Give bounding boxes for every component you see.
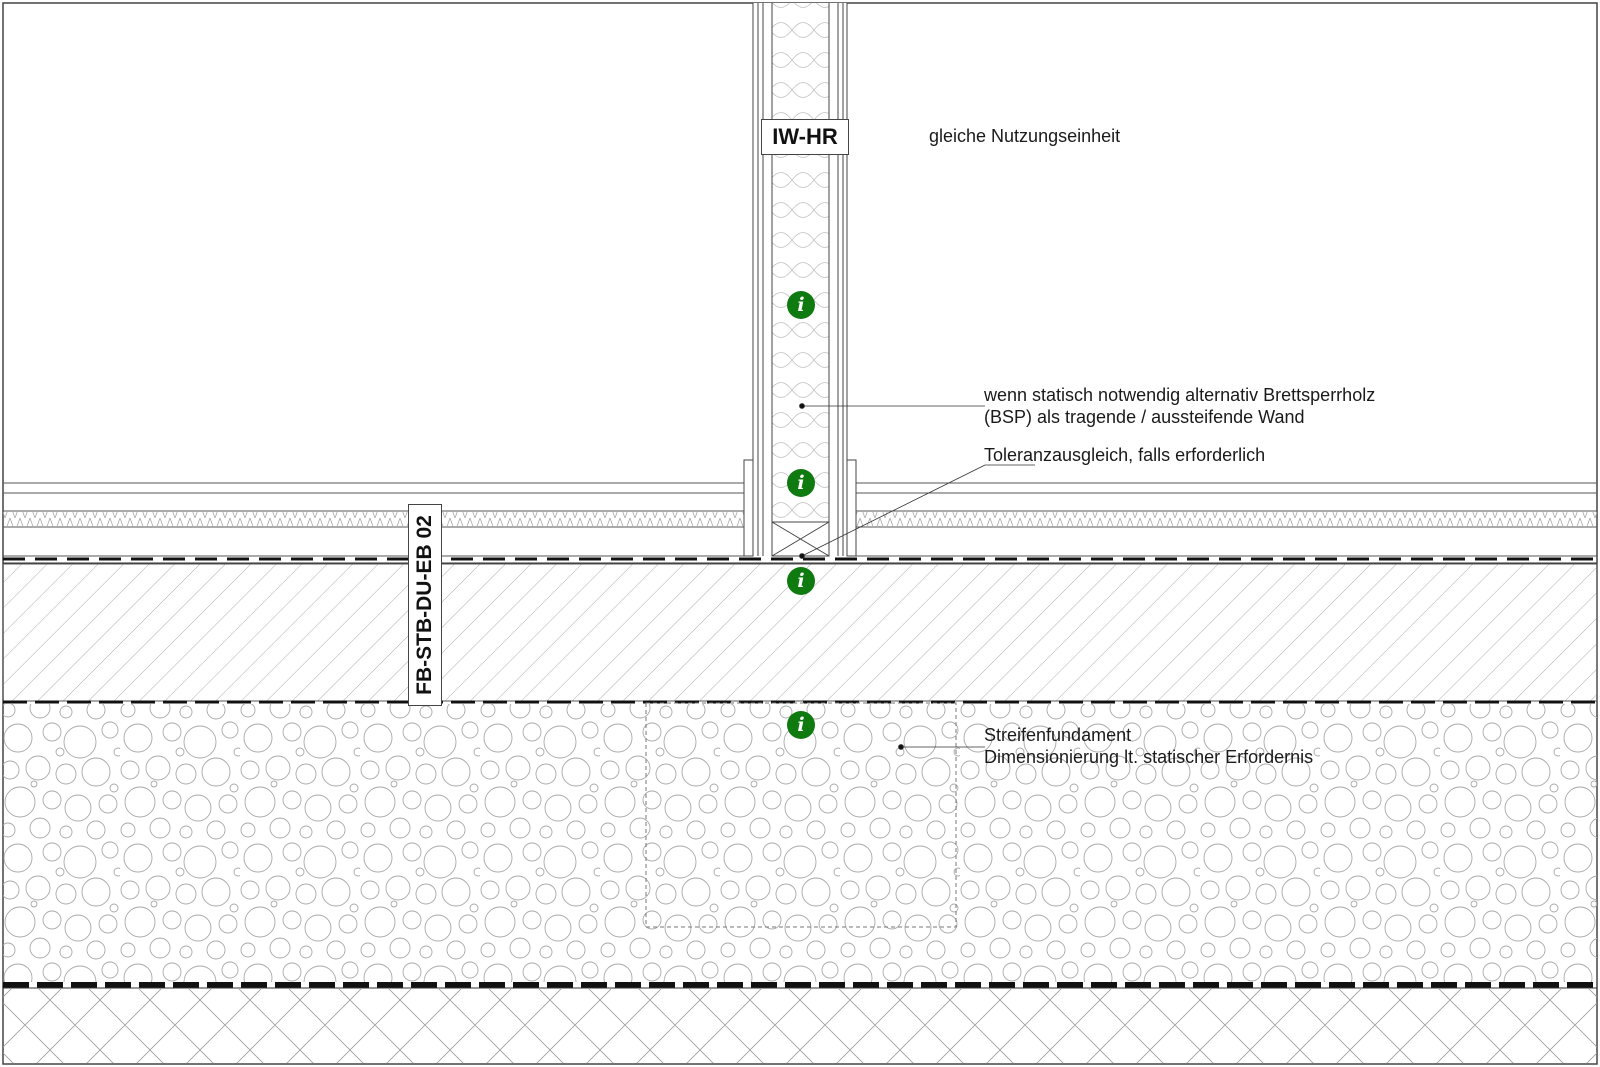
wall-insulation [772,3,829,522]
clt-note-line2: (BSP) als tragende / aussteifende Wand [984,407,1305,427]
foundation-note-line1: Streifenfundament [984,725,1132,745]
wall-type-tag: IW-HR [761,119,849,155]
info-icon[interactable] [787,567,815,595]
impact-insulation-right [856,512,1597,526]
usage-unit-note: gleiche Nutzungseinheit [929,126,1121,146]
impact-insulation-left [3,512,744,526]
skirting-right [847,460,856,556]
floor-type-tag: FB-STB-DU-EB 02 [408,504,442,706]
info-icon[interactable] [787,469,815,497]
clt-note-line1: wenn statisch notwendig alternativ Brettsperrholz [984,385,1376,405]
gravel-layer [3,704,1597,982]
foundation-note-line2: Dimensionierung lt. statischer Erfordernis [984,747,1314,767]
skirting-left [744,460,753,556]
info-icon[interactable] [787,291,815,319]
soil-layer [3,989,1597,1063]
info-icon[interactable] [787,711,815,739]
tolerance-note: Toleranzausgleich, falls erforderlich [984,445,1266,465]
